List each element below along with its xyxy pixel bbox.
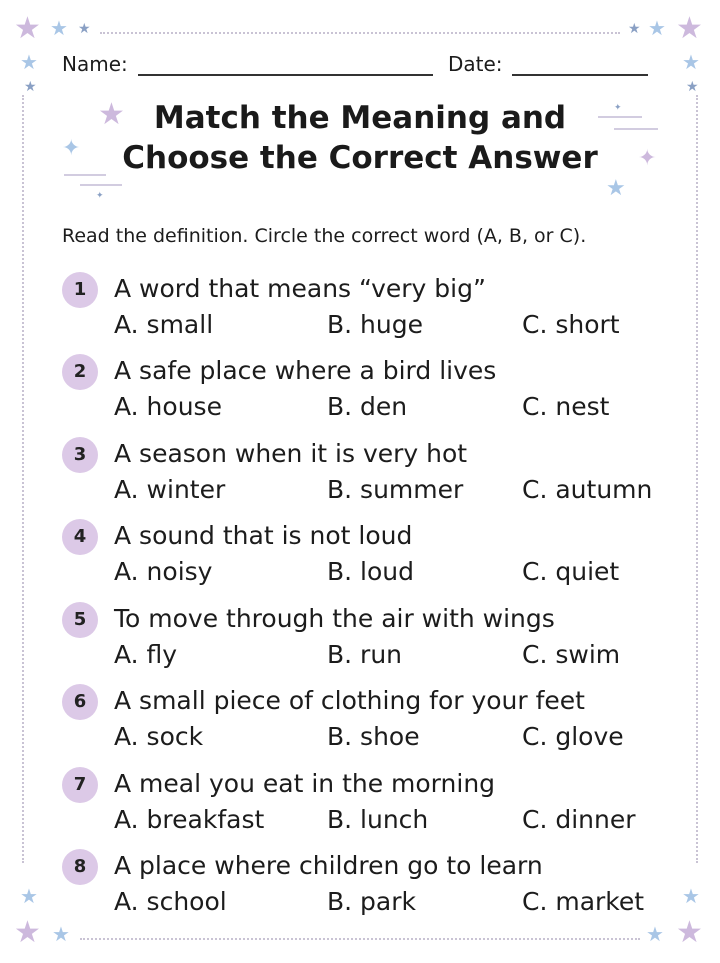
star-icon: ★ [98, 97, 125, 132]
answer-option-b[interactable]: B. lunch [327, 805, 429, 834]
answer-option-b[interactable]: B. run [327, 640, 403, 669]
question-definition: A small piece of clothing for your feet [114, 686, 585, 715]
question-number-badge: 6 [62, 684, 98, 720]
star-icon: ★ [78, 21, 91, 37]
question-definition: To move through the air with wings [114, 604, 555, 633]
answer-option-c[interactable]: C. short [522, 310, 620, 339]
star-icon: ★ [646, 922, 664, 946]
answer-option-a[interactable]: A. fly [114, 640, 178, 669]
answer-option-a[interactable]: A. house [114, 392, 222, 421]
answer-option-c[interactable]: C. quiet [522, 557, 620, 586]
question-item [62, 849, 680, 929]
answer-option-c[interactable]: C. market [522, 887, 645, 916]
question-item [62, 684, 680, 764]
sparkle-icon: ✦ [638, 146, 657, 171]
answer-option-a[interactable]: A. school [114, 887, 227, 916]
date-label: Date: [448, 52, 503, 76]
question-item [62, 767, 680, 847]
border-right-dotted-line [696, 95, 698, 863]
name-blank-line[interactable] [138, 74, 433, 76]
question-number-badge: 7 [62, 767, 98, 803]
question-item [62, 602, 680, 682]
sparkle-icon: ✦ [96, 191, 104, 201]
answer-option-c[interactable]: C. dinner [522, 805, 636, 834]
question-item [62, 437, 680, 517]
star-icon: ★ [50, 16, 68, 40]
answer-option-c[interactable]: C. nest [522, 392, 610, 421]
star-icon: ★ [682, 50, 700, 74]
question-definition: A season when it is very hot [114, 439, 468, 468]
star-icon: ★ [676, 915, 703, 950]
question-definition: A place where children go to learn [114, 851, 543, 880]
star-icon: ★ [606, 176, 626, 201]
answer-option-b[interactable]: B. park [327, 887, 416, 916]
star-icon: ★ [20, 884, 38, 908]
answer-option-c[interactable]: C. swim [522, 640, 621, 669]
answer-option-a[interactable]: A. noisy [114, 557, 213, 586]
question-number-badge: 1 [62, 272, 98, 308]
answer-option-c[interactable]: C. autumn [522, 475, 653, 504]
star-icon: ★ [676, 11, 703, 46]
question-definition: A word that means “very big” [114, 274, 486, 303]
question-number-badge: 4 [62, 519, 98, 555]
star-icon: ★ [628, 21, 641, 37]
star-icon: ★ [682, 884, 700, 908]
question-item [62, 354, 680, 434]
page-title-line-1: Match the Meaning and [153, 100, 567, 136]
answer-option-c[interactable]: C. glove [522, 722, 624, 751]
star-icon: ★ [686, 79, 699, 95]
star-icon: ★ [24, 79, 37, 95]
instructions-text: Read the definition. Circle the correct word (A, B, or C). [62, 225, 587, 247]
answer-option-b[interactable]: B. loud [327, 557, 414, 586]
answer-option-b[interactable]: B. summer [327, 475, 464, 504]
question-definition: A safe place where a bird lives [114, 356, 497, 385]
answer-option-a[interactable]: A. breakfast [114, 805, 265, 834]
border-bottom-dotted-line [80, 938, 640, 940]
answer-option-a[interactable]: A. sock [114, 722, 204, 751]
question-item [62, 519, 680, 599]
name-date-header [62, 50, 658, 84]
answer-option-b[interactable]: B. shoe [327, 722, 420, 751]
date-blank-line[interactable] [512, 74, 648, 76]
sparkle-icon: ✦ [62, 136, 81, 161]
question-number-badge: 2 [62, 354, 98, 390]
name-label: Name: [62, 52, 128, 76]
border-left-dotted-line [22, 95, 24, 863]
sparkle-icon: ✦ [614, 103, 622, 113]
answer-option-b[interactable]: B. den [327, 392, 408, 421]
answer-option-a[interactable]: A. winter [114, 475, 226, 504]
question-number-badge: 3 [62, 437, 98, 473]
question-item [62, 272, 680, 352]
star-icon: ★ [52, 922, 70, 946]
star-icon: ★ [20, 50, 38, 74]
question-definition: A sound that is not loud [114, 521, 413, 550]
page-title-line-2: Choose the Correct Answer [122, 140, 598, 176]
decorative-line [80, 184, 122, 186]
question-number-badge: 8 [62, 849, 98, 885]
star-icon: ★ [648, 16, 666, 40]
answer-option-a[interactable]: A. small [114, 310, 214, 339]
answer-option-b[interactable]: B. huge [327, 310, 423, 339]
border-top-dotted-line [100, 32, 620, 34]
question-number-badge: 5 [62, 602, 98, 638]
star-icon: ★ [14, 915, 41, 950]
star-icon: ★ [14, 11, 41, 46]
question-definition: A meal you eat in the morning [114, 769, 496, 798]
